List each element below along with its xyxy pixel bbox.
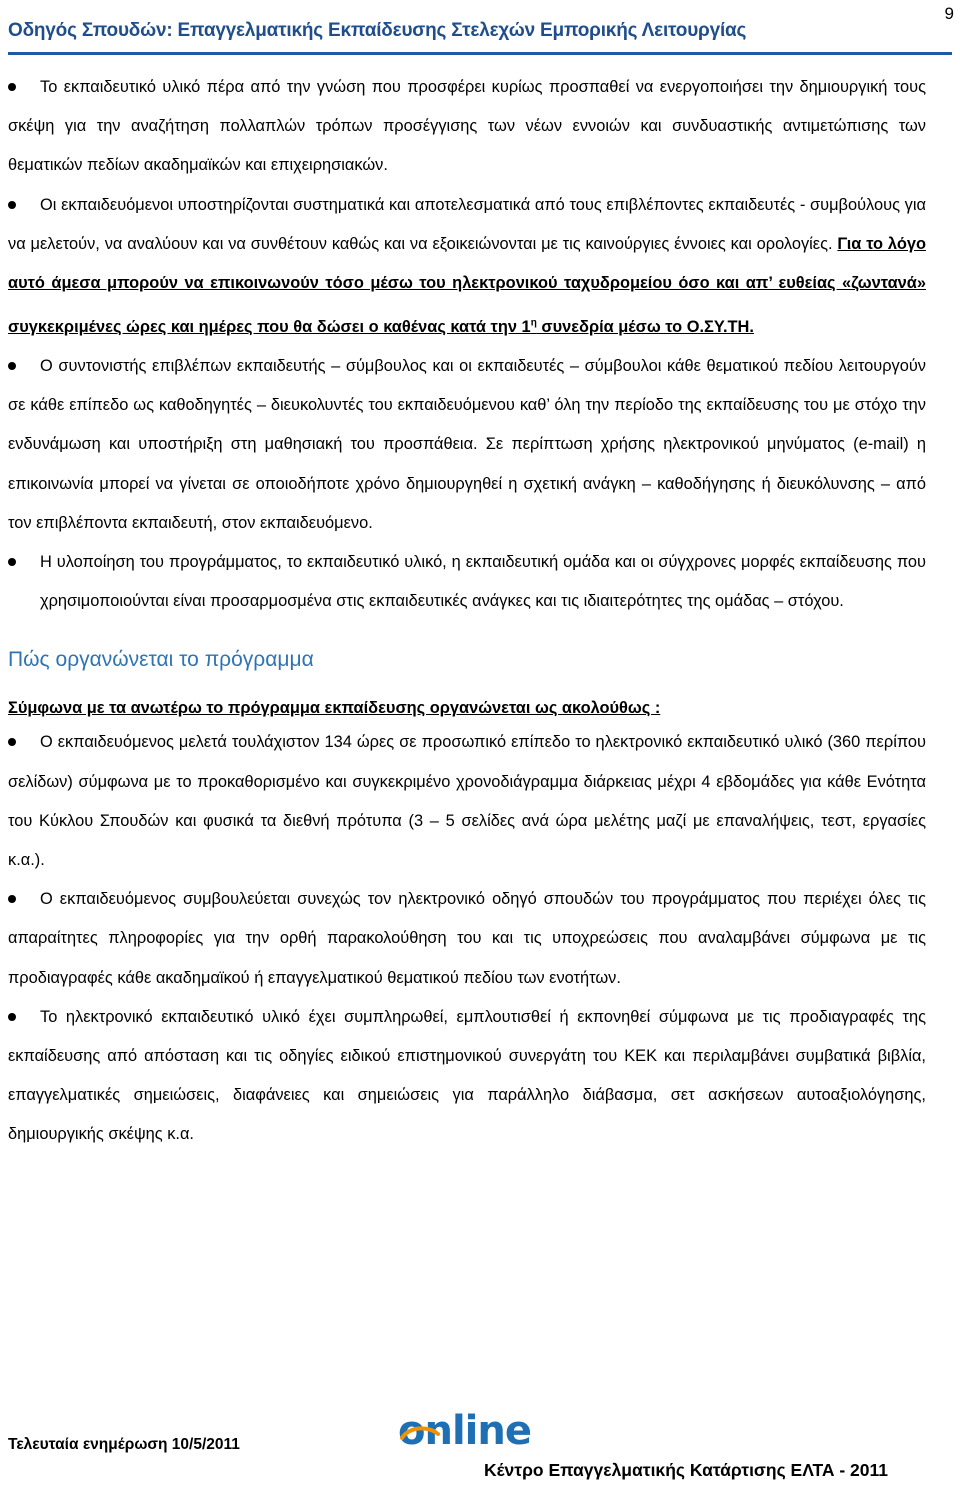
bullet-item — [8, 880, 926, 998]
document-body — [8, 68, 926, 1155]
bullet-text: Ο εκπαιδευόμενος μελετά τουλάχιστον 134 ώρες σε προσωπικό επίπεδο το ηλεκτρονικό εκπαιδευτικό υλικό (360 περίπου σελίδων) σύμφωνα με το προκαθορισμένο και συγκεκριμένο χρονοδιάγραμμα διάρκειας μέχρι 4 εβδομάδες για κάθε Ενότητα του Κύκλου Σπουδών και φυσικά τα διεθνή πρότυπα (3 – 5 σελίδες ανά ώρα μελέτης μαζί με επαναλήψεις, τεστ, εργασίες κ.α.). — [8, 733, 926, 869]
bullet-text: Οι εκπαιδευόμενοι υποστηρίζονται συστηματικά και αποτελεσματικά από τους επιβλέποντες εκπαιδευτές - συμβούλους για να μελετούν, να αναλύουν και να συνθέτουν καθώς και να εξοικειώνονται με τις καινούργιες έννοιες και ορολογίες. — [8, 195, 926, 253]
organization-name: Κέντρο Επαγγελματικής Κατάρτισης ΕΛΤΑ - 2011 — [484, 1460, 888, 1480]
bullet-text: Ο εκπαιδευόμενος συμβουλεύεται συνεχώς τον ηλεκτρονικό οδηγό σπουδών του προγράμματος που περιέχει όλες τις απαραίτητες πληροφορίες για την ορθή παρακολούθηση του και τις υποχρεώσεις που αναλαμβάνει σύμφωνα με τις προδιαγραφές κάθε ακαδημαϊκού ή επαγγελματικού θεματικού πεδίου των ενοτήτων. — [8, 890, 926, 987]
bullet-text: Ο συντονιστής επιβλέπων εκπαιδευτής – σύμβουλος και οι εκπαιδευτές – σύμβουλοι κάθε θεματικού πεδίου λειτουργούν σε κάθε επίπεδο ως καθοδηγητές – διευκολυντές του εκπαιδευόμενου καθ’ όλη την περίοδο της εκπαίδευσης του με στόχο την ενδυνάμωση και υποστήριξη στη μαθησιακή του προσπάθεια. Σε περίπτωση χρήσης ηλεκτρονικού μηνύματος (e-mail) η επικοινωνία μπορεί να γίνεται σε οποιοδήποτε χρόνο δημιουργηθεί η σχετική ανάγκη – καθοδήγησης ή διευκόλυνσης – από τον επιβλέποντα εκπαιδευτή, στον εκπαιδευόμενο. — [8, 356, 926, 532]
bullet-item — [8, 543, 926, 621]
section-intro: Σύμφωνα με τα ανωτέρω το πρόγραμμα εκπαίδευσης οργανώνεται ως ακολούθως : — [8, 699, 661, 718]
document-title: Οδηγός Σπουδών: Επαγγελματικής Εκπαίδευσης Στελεχών Εμπορικής Λειτουργίας — [8, 20, 747, 41]
last-updated: Τελευταία ενημέρωση 10/5/2011 — [8, 1436, 240, 1453]
bullet-item — [8, 723, 926, 880]
online-logo — [398, 1408, 531, 1454]
bullet-icon — [8, 895, 16, 903]
contact-notice-text: Για το λόγο αυτό άμεσα μπορούν να επικοινωνούν τόσο μέσω του ηλεκτρονικού ταχυδρομείου όσο και απ’ ευθείας «ζωντανά» συγκεκριμένες ώρες και ημέρες που θα δώσει ο καθένας κατά την 1 — [8, 234, 926, 336]
contact-notice-tail: συνεδρία μέσω το Ο.ΣΥ.ΤΗ. — [536, 317, 754, 336]
bullet-item — [8, 998, 926, 1155]
page-number: 9 — [944, 4, 954, 23]
section-heading: Πώς οργανώνεται το πρόγραμμα — [8, 648, 314, 672]
bullet-icon — [8, 83, 16, 91]
bullet-icon — [8, 558, 16, 566]
superscript: η — [530, 317, 537, 329]
bullet-item — [8, 186, 926, 347]
logo-swoosh-icon — [400, 1424, 440, 1446]
bullet-icon — [8, 362, 16, 370]
bullet-text: Το ηλεκτρονικό εκπαιδευτικό υλικό έχει συμπληρωθεί, εμπλουτισθεί ή εκπονηθεί σύμφωνα με τις προδιαγραφές της εκπαίδευσης από απόσταση και τις οδηγίες ειδικού επιστημονικού συνεργάτη του ΚΕΚ και περιλαμβάνει συμβατικά βιβλία, επαγγελματικές σημειώσεις, διαφάνειες και σημειώσεις για παράλληλο διάβασμα, σετ ασκήσεων αυτοαξιολόγησης, δημιουργικής σκέψης κ.α. — [8, 1007, 926, 1144]
logo-wordmark: online — [398, 1408, 531, 1454]
bullet-icon — [8, 738, 16, 746]
bullet-item — [8, 68, 926, 186]
page-header — [8, 4, 954, 55]
bullet-text: Η υλοποίηση του προγράμματος, το εκπαιδευτικό υλικό, η εκπαιδευτική ομάδα και οι σύγχρονες μορφές εκπαίδευσης που χρησιμοποιούνται είναι προσαρμοσμένα στις εκπαιδευτικές ανάγκες και τις ιδιαιτερότητες της ομάδας – στόχου. — [40, 552, 926, 611]
bullet-icon — [8, 1013, 16, 1021]
bullet-icon — [8, 201, 16, 209]
bullet-item — [8, 347, 926, 543]
bullet-text: Το εκπαιδευτικό υλικό πέρα από την γνώση που προσφέρει κυρίως προσπαθεί να ενεργοποιήσει την δημιουργική τους σκέψη για την αναζήτηση πολλαπλών τρόπων προσέγγισης των νέων εννοιών και συνδυαστικής αντιμετώπισης των θεματικών πεδίων ακαδημαϊκών και επιχειρησιακών. — [8, 78, 926, 175]
page-footer — [0, 1400, 960, 1489]
